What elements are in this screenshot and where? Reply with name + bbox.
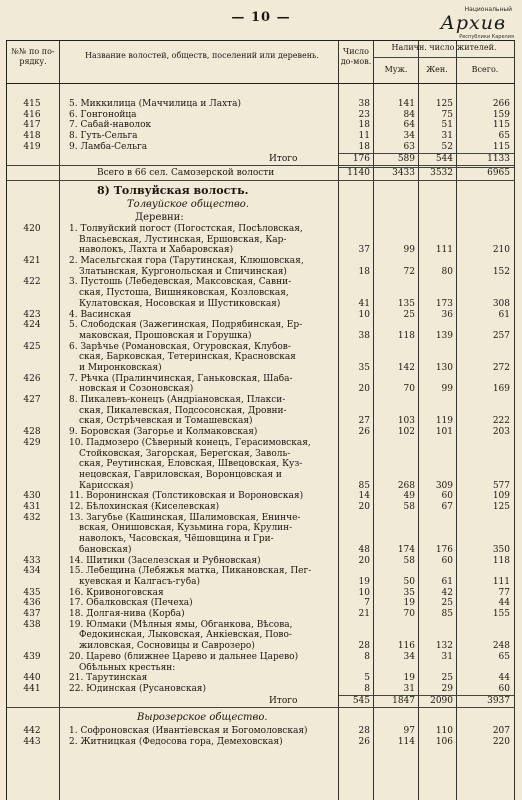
row-number: 415 — [23, 99, 41, 109]
row-name-line: 14. Шитики (Заселезская и Рубновская) — [69, 555, 261, 566]
cell-f: 25 — [441, 673, 453, 684]
cell-f: 139 — [435, 330, 453, 341]
cell-f: 106 — [435, 737, 453, 748]
cell-f: 60 — [441, 491, 453, 502]
row-name-line: ская, Пикалевская, Подсосонская, Дровни- — [79, 405, 287, 416]
cell-d: 38 — [358, 330, 370, 341]
cell-d: 20 — [358, 555, 370, 566]
page-number: — 10 — — [231, 10, 291, 25]
cell-m: 34 — [403, 131, 415, 142]
cell-m: 174 — [397, 544, 415, 555]
cell-f: 67 — [441, 502, 453, 513]
cell-s: 115 — [492, 141, 510, 152]
row-name-line: 6. Зарѣчье (Романовская, Огуровская, Клубов- — [69, 341, 291, 352]
cell-m: 97 — [403, 726, 415, 737]
row-name-line: 18. Долгая-нива (Корба) — [69, 609, 185, 620]
row-number: 425 — [23, 341, 41, 352]
row-name-line: Стойковская, Загорская, Берегская, Заволь- — [79, 448, 291, 459]
cell-f: 80 — [441, 266, 453, 277]
cell-f: 119 — [435, 416, 453, 427]
cell-d: 48 — [358, 544, 370, 555]
cell-m: 102 — [397, 427, 415, 438]
cell-s: 577 — [492, 480, 510, 491]
society-heading: Толвуйское общество. — [127, 198, 249, 210]
row-name-line: жиловская, Сосновицы и Саврозеро) — [79, 641, 255, 652]
volost-heading: 8) Толвуйская волость. — [97, 183, 249, 197]
row-name-line: ская, Острѣчевская и Томашевская) — [79, 416, 253, 427]
table-row — [7, 142, 515, 153]
cell-f: 544 — [435, 153, 453, 164]
cell-s: 125 — [492, 502, 510, 513]
row-name: 7. Сабай-наволок — [69, 120, 152, 131]
row-name-line: Карисская) — [79, 480, 134, 491]
cell-f: 51 — [441, 120, 453, 131]
cell-d: 38 — [358, 99, 370, 109]
row-name-line: бановская) — [79, 544, 132, 555]
row-name-line: ская, Пустоша, Вишняковская, Козловская, — [79, 288, 289, 299]
total-label: Итого — [269, 153, 298, 164]
row-number: 443 — [23, 737, 41, 748]
cell-s: 220 — [492, 737, 510, 748]
row-name-line: 7. Рѣчка (Пралинчинская, Ганьковская, Шаба- — [69, 373, 293, 384]
section-divider — [7, 180, 514, 181]
row-name-line: 9. Боровская (Загорье и Колмаковская) — [69, 427, 258, 438]
cell-d: 18 — [358, 141, 370, 152]
cell-m: 31 — [403, 684, 415, 694]
row-name: 8. Гуть-Сельга — [69, 131, 138, 142]
cell-m: 99 — [403, 245, 415, 256]
table-row — [7, 598, 515, 609]
row-name-line: 11. Воронинская (Толстиковская и Вороновская) — [69, 491, 304, 502]
cell-f: 42 — [441, 587, 453, 598]
cell-s: 257 — [492, 330, 510, 341]
header-name: Название волостей, обществ, поселений или деревень. — [85, 51, 319, 60]
cell-d: 1140 — [347, 168, 370, 179]
cell-m: 72 — [403, 266, 415, 277]
cell-d: 10 — [358, 587, 370, 598]
row-name-line: 15. Лебещина (Лебяжья матка, Пикановская, Пег- — [69, 566, 312, 577]
cell-s: 155 — [492, 609, 510, 620]
header-total: Всего. — [471, 65, 499, 74]
row-name: 6. Гонгонойца — [69, 109, 137, 120]
row-number: 432 — [23, 512, 41, 523]
row-number: 420 — [23, 223, 41, 234]
table-row — [7, 609, 515, 620]
row-name-line: наволокъ, Часовская, Чёшовщина и Гри- — [79, 534, 274, 545]
cell-f: 309 — [435, 480, 453, 491]
row-name-line: ская, Барковская, Тетеринская, Красновская — [79, 352, 296, 363]
total-label: Итого — [269, 695, 298, 706]
cell-m: 64 — [403, 120, 415, 131]
row-number: 435 — [23, 587, 41, 598]
table-row — [7, 684, 515, 695]
cell-d: 7 — [364, 598, 370, 609]
cell-s: 152 — [492, 266, 510, 277]
header-num: №№ по по-рядку. — [11, 47, 55, 66]
table-row — [7, 342, 515, 374]
cell-s: 3937 — [487, 695, 510, 706]
row-number: 422 — [23, 277, 41, 288]
cell-d: 545 — [352, 695, 370, 706]
row-name-line: 4. Васинская — [69, 309, 132, 320]
row-name-line: Обѣльных крестьян: — [79, 662, 176, 673]
row-number: 430 — [23, 491, 41, 502]
cell-s: 207 — [492, 726, 510, 737]
cell-f: 99 — [441, 384, 453, 395]
cell-d: 27 — [358, 416, 370, 427]
cell-f: 3532 — [430, 168, 453, 179]
table-row — [7, 310, 515, 321]
table-row — [7, 502, 515, 513]
row-number: 416 — [23, 109, 41, 120]
table-row — [7, 224, 515, 256]
row-number: 442 — [23, 726, 41, 737]
cell-m: 34 — [403, 651, 415, 662]
total-row — [7, 168, 515, 179]
section-divider — [7, 707, 514, 708]
table-row — [7, 395, 515, 427]
cell-f: 85 — [441, 609, 453, 620]
cell-m: 19 — [403, 598, 415, 609]
cell-d: 5 — [364, 673, 370, 684]
cell-d: 18 — [358, 120, 370, 131]
row-number: 438 — [23, 619, 41, 630]
row-name-line: 19. Юлмаки (Мѣлныя ямы, Обганкова, Вѣсова, — [69, 619, 293, 630]
cell-m: 49 — [403, 491, 415, 502]
watermark-line2: Архив — [440, 12, 506, 34]
watermark-line1: Национальный — [464, 6, 512, 13]
table-row — [7, 737, 515, 748]
statistics-table — [6, 40, 515, 800]
row-name-line: наволокъ, Лахта и Хабаровская) — [79, 245, 234, 256]
row-name-line: 21. Тарутинская — [69, 673, 148, 684]
table-row — [7, 438, 515, 492]
row-number: 421 — [23, 256, 41, 266]
cell-f: 176 — [435, 544, 453, 555]
table-row — [7, 556, 515, 567]
row-number: 431 — [23, 502, 41, 513]
cell-f: 173 — [435, 298, 453, 309]
cell-s: 118 — [492, 555, 510, 566]
table-row — [7, 131, 515, 142]
total-row — [7, 154, 515, 165]
cell-d: 28 — [358, 641, 370, 652]
cell-m: 58 — [403, 502, 415, 513]
cell-f: 2090 — [430, 695, 453, 706]
row-name-line: 22. Юдинская (Русановская) — [69, 684, 206, 694]
cell-m: 3433 — [392, 168, 415, 179]
row-name-line: 17. Обалковская (Печеха) — [69, 598, 193, 609]
header-population: Наличн. число жителей. — [391, 43, 497, 52]
cell-s: 248 — [492, 641, 510, 652]
cell-d: 8 — [364, 651, 370, 662]
cell-m: 84 — [403, 109, 415, 120]
cell-d: 20 — [358, 502, 370, 513]
table-row — [7, 277, 515, 309]
archive-watermark-logo — [406, 6, 516, 42]
cell-m: 1847 — [392, 695, 415, 706]
cell-f: 132 — [435, 641, 453, 652]
row-number: 423 — [23, 309, 41, 320]
row-number: 439 — [23, 651, 41, 662]
table-row — [7, 99, 515, 110]
cell-s: 6965 — [487, 168, 510, 179]
derevni-heading: Деревни: — [135, 211, 184, 223]
row-number: 433 — [23, 555, 41, 566]
row-name: 2. Житницкая (Федосова гора, Демеховская) — [69, 737, 283, 748]
table-row — [7, 491, 515, 502]
cell-m: 142 — [397, 362, 415, 373]
row-number: 419 — [23, 141, 41, 152]
row-name-line: 8. Пикалевъ-конецъ (Андріановская, Плакси- — [69, 395, 286, 406]
table-row — [7, 513, 515, 556]
cell-f: 52 — [441, 141, 453, 152]
table-row — [7, 566, 515, 587]
row-name-line: 5. Слободская (Зажегинская, Подрябинская, Ер- — [69, 320, 303, 331]
row-number: 434 — [23, 566, 41, 577]
cell-d: 26 — [358, 737, 370, 748]
row-name-line: ская, Реутинская, Еловская, Швецовская, Куз- — [79, 459, 303, 470]
cell-m: 35 — [403, 587, 415, 598]
cell-d: 37 — [358, 245, 370, 256]
table-header — [7, 41, 515, 84]
table-row — [7, 320, 515, 341]
cell-f: 111 — [435, 245, 453, 256]
cell-d: 35 — [358, 362, 370, 373]
cell-f: 36 — [441, 309, 453, 320]
table-row — [7, 652, 515, 673]
table-row — [7, 726, 515, 737]
watermark-line3: Республики Карелия — [459, 34, 514, 40]
cell-m: 70 — [403, 609, 415, 620]
row-name-line: 2. Масельгская гора (Тарутинская, Клюшовская, — [69, 256, 304, 266]
cell-m: 25 — [403, 309, 415, 320]
cell-s: 109 — [492, 491, 510, 502]
row-number: 429 — [23, 437, 41, 448]
cell-d: 8 — [364, 684, 370, 694]
cell-d: 23 — [358, 109, 370, 120]
cell-m: 141 — [397, 99, 415, 109]
cell-m: 135 — [397, 298, 415, 309]
cell-s: 159 — [492, 109, 510, 120]
cell-s: 222 — [492, 416, 510, 427]
row-name-line: Власьевская, Лустинская, Ершовская, Кар- — [79, 234, 287, 245]
row-name-line: 16. Кривоноговская — [69, 587, 164, 598]
header-sub-divider — [373, 57, 514, 58]
cell-s: 44 — [498, 673, 510, 684]
cell-f: 31 — [441, 651, 453, 662]
cell-s: 115 — [492, 120, 510, 131]
cell-m: 70 — [403, 384, 415, 395]
header-male: Муж. — [384, 65, 408, 74]
row-name-line: 20. Царево (ближнее Царево и дальнее Царево) — [69, 651, 299, 662]
cell-s: 61 — [498, 309, 510, 320]
cell-f: 130 — [435, 362, 453, 373]
cell-f: 60 — [441, 555, 453, 566]
table-row — [7, 673, 515, 684]
cell-d: 28 — [358, 726, 370, 737]
cell-f: 31 — [441, 131, 453, 142]
table-row — [7, 620, 515, 652]
row-number: 418 — [23, 131, 41, 142]
table-row — [7, 120, 515, 131]
cell-s: 266 — [492, 99, 510, 109]
header-houses: Число до-мов. — [340, 47, 372, 66]
cell-m: 19 — [403, 673, 415, 684]
cell-d: 14 — [358, 491, 370, 502]
row-name-line: куевская и Калгасъ-губа) — [79, 576, 200, 587]
row-name-line: 13. Загубье (Кашинская, Шалимовская, Енинче- — [69, 512, 301, 523]
cell-s: 60 — [498, 684, 510, 694]
cell-d: 26 — [358, 427, 370, 438]
total-label: Всего в 66 сел. Самозерской волости — [97, 168, 275, 179]
cell-d: 20 — [358, 384, 370, 395]
cell-s: 169 — [492, 384, 510, 395]
table-row — [7, 427, 515, 438]
row-name-line: маковская, Прошовская и Горушка) — [79, 330, 252, 341]
cell-s: 210 — [492, 245, 510, 256]
row-name: 9. Ламба-Сельга — [69, 141, 148, 152]
cell-f: 61 — [441, 576, 453, 587]
cell-m: 118 — [397, 330, 415, 341]
cell-f: 125 — [435, 99, 453, 109]
cell-m: 589 — [397, 153, 415, 164]
cell-d: 85 — [358, 480, 370, 491]
society-heading: Вырозерское общество. — [137, 712, 268, 724]
cell-s: 308 — [492, 298, 510, 309]
row-number: 424 — [23, 320, 41, 331]
cell-d: 18 — [358, 266, 370, 277]
cell-d: 176 — [352, 153, 370, 164]
row-number: 436 — [23, 598, 41, 609]
row-number: 417 — [23, 120, 41, 131]
cell-d: 10 — [358, 309, 370, 320]
row-number: 428 — [23, 427, 41, 438]
cell-s: 1133 — [487, 153, 510, 164]
cell-s: 272 — [492, 362, 510, 373]
row-name-line: Кулатовская, Носовская и Шустиковская) — [79, 298, 281, 309]
row-name-line: новская и Созоновская) — [79, 384, 194, 395]
cell-m: 63 — [403, 141, 415, 152]
row-name-line: нецовская, Гавриловская, Воронцовская и — [79, 469, 282, 480]
header-female: Жен. — [426, 65, 448, 74]
row-name-line: 12. Бѣлохинская (Киселевская) — [69, 502, 220, 513]
row-number: 426 — [23, 373, 41, 384]
cell-d: 19 — [358, 576, 370, 587]
row-name-line: 1. Толвуйский погост (Погостская, Посѣловская, — [69, 223, 303, 234]
row-name-line: и Миронковская) — [79, 362, 162, 373]
cell-s: 203 — [492, 427, 510, 438]
cell-s: 44 — [498, 598, 510, 609]
row-name-line: 10. Падмозеро (Сѣверный конецъ, Герасимовская, — [69, 437, 311, 448]
cell-s: 111 — [492, 576, 510, 587]
total-row — [7, 696, 515, 707]
cell-s: 77 — [498, 587, 510, 598]
cell-m: 114 — [397, 737, 415, 748]
row-number: 440 — [23, 673, 41, 684]
cell-m: 50 — [403, 576, 415, 587]
table-row — [7, 256, 515, 277]
row-name-line: Златынская, Кургонольская и Спичинская) — [79, 266, 287, 277]
row-name: 5. Миккилица (Маччилица и Лахта) — [69, 99, 242, 109]
row-name-line: вская, Онишовская, Кузьмина гора, Крулин- — [79, 523, 293, 534]
row-name-line: Федокинская, Лыковская, Анкіевская, Пово- — [79, 630, 292, 641]
row-number: 437 — [23, 609, 41, 620]
table-row — [7, 110, 515, 121]
cell-s: 350 — [492, 544, 510, 555]
cell-f: 29 — [441, 684, 453, 694]
cell-f: 75 — [441, 109, 453, 120]
cell-d: 41 — [358, 298, 370, 309]
cell-f: 101 — [435, 427, 453, 438]
cell-m: 103 — [397, 416, 415, 427]
table-row — [7, 374, 515, 395]
cell-f: 110 — [435, 726, 453, 737]
row-name: 1. Софроновская (Ивантіевская и Богомоловская) — [69, 726, 308, 737]
table-row — [7, 588, 515, 599]
row-number: 441 — [23, 684, 41, 694]
row-name-line: 3. Пустошь (Лебедевская, Максовская, Савни- — [69, 277, 292, 288]
cell-m: 268 — [397, 480, 415, 491]
row-number: 427 — [23, 395, 41, 406]
cell-m: 116 — [397, 641, 415, 652]
cell-d: 11 — [358, 131, 370, 142]
cell-m: 58 — [403, 555, 415, 566]
cell-f: 25 — [441, 598, 453, 609]
section-divider — [7, 165, 514, 166]
cell-d: 21 — [358, 609, 370, 620]
cell-s: 65 — [498, 651, 510, 662]
cell-s: 65 — [498, 131, 510, 142]
